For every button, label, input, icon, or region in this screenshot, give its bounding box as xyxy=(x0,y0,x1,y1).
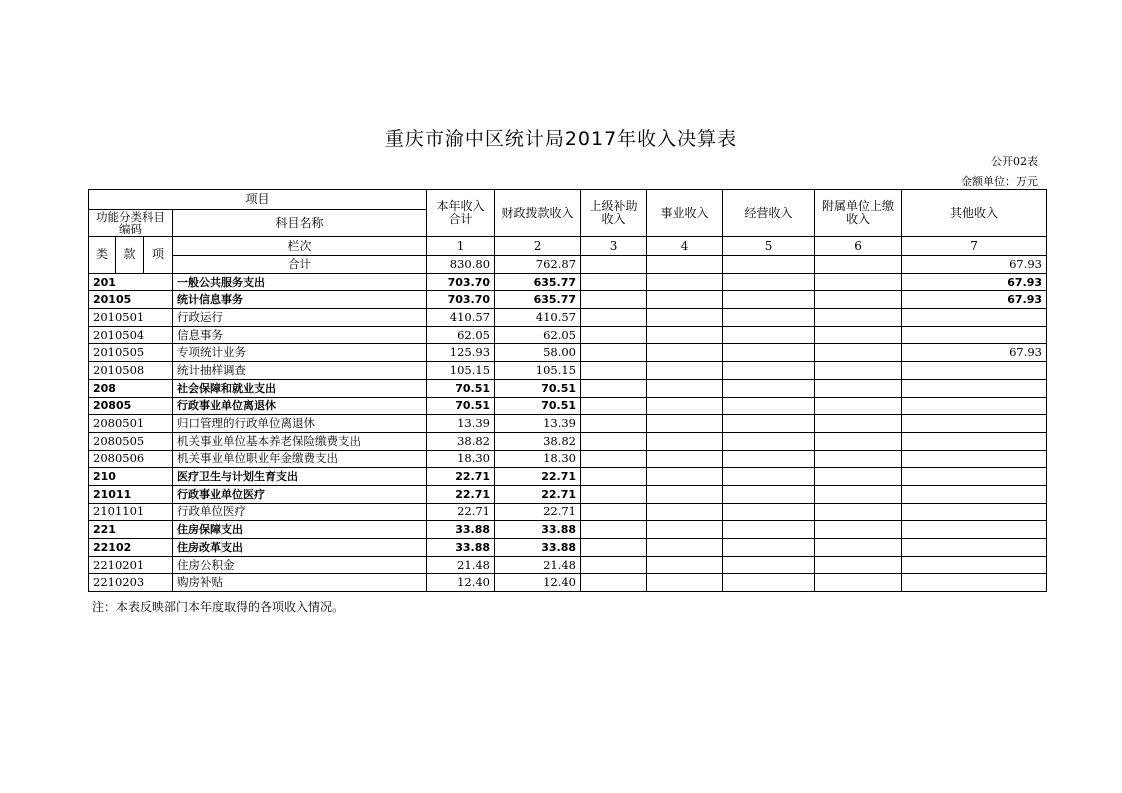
row-value xyxy=(902,503,1047,521)
col-num-3: 3 xyxy=(581,237,647,256)
row-value xyxy=(647,521,723,539)
row-value xyxy=(647,485,723,503)
row-subject-name: 住房保障支出 xyxy=(173,521,427,539)
row-value xyxy=(647,397,723,415)
row-value: 70.51 xyxy=(495,379,581,397)
row-value: 22.71 xyxy=(495,485,581,503)
row-value: 70.51 xyxy=(427,397,495,415)
row-value xyxy=(647,344,723,362)
row-value: 635.77 xyxy=(495,291,581,309)
row-value: 22.71 xyxy=(495,503,581,521)
row-value xyxy=(815,326,902,344)
row-code: 21011 xyxy=(89,485,173,503)
row-value xyxy=(815,309,902,327)
row-value xyxy=(723,521,815,539)
row-value xyxy=(581,362,647,380)
table-row xyxy=(89,273,1047,291)
table-row xyxy=(89,574,1047,592)
row-code: 2010508 xyxy=(89,362,173,380)
col-num-5: 5 xyxy=(723,237,815,256)
amount-unit: 金额单位：万元 xyxy=(961,175,1038,188)
row-value xyxy=(647,362,723,380)
table-row xyxy=(89,450,1047,468)
row-value xyxy=(902,432,1047,450)
header-lanci: 栏次 xyxy=(173,237,427,256)
row-value xyxy=(815,397,902,415)
total-value xyxy=(647,256,723,274)
table-row xyxy=(89,309,1047,327)
row-value: 12.40 xyxy=(427,574,495,592)
row-value xyxy=(723,574,815,592)
row-value xyxy=(581,326,647,344)
row-value: 67.93 xyxy=(902,273,1047,291)
total-value xyxy=(815,256,902,274)
col-num-1: 1 xyxy=(427,237,495,256)
row-value xyxy=(581,415,647,433)
row-value xyxy=(581,539,647,557)
row-value xyxy=(815,362,902,380)
row-code: 2080506 xyxy=(89,450,173,468)
row-subject-name: 行政运行 xyxy=(173,309,427,327)
header-col-total: 本年收入合计 xyxy=(427,190,495,237)
row-value xyxy=(647,379,723,397)
row-value xyxy=(647,415,723,433)
row-value: 105.15 xyxy=(427,362,495,380)
row-value xyxy=(723,397,815,415)
row-value: 70.51 xyxy=(427,379,495,397)
row-value xyxy=(902,362,1047,380)
total-row xyxy=(89,256,1047,274)
row-value xyxy=(723,273,815,291)
row-value xyxy=(902,415,1047,433)
table-row xyxy=(89,485,1047,503)
row-value: 33.88 xyxy=(495,539,581,557)
row-value xyxy=(815,485,902,503)
row-value xyxy=(815,379,902,397)
row-value: 703.70 xyxy=(427,291,495,309)
row-code: 208 xyxy=(89,379,173,397)
row-code: 2010504 xyxy=(89,326,173,344)
row-value xyxy=(815,503,902,521)
row-code: 2210203 xyxy=(89,574,173,592)
row-subject-name: 机关事业单位职业年金缴费支出 xyxy=(173,450,427,468)
row-value xyxy=(581,273,647,291)
table-row xyxy=(89,503,1047,521)
row-value: 410.57 xyxy=(495,309,581,327)
row-subject-name: 信息事务 xyxy=(173,326,427,344)
row-value xyxy=(581,485,647,503)
header-col-operating: 经营收入 xyxy=(723,190,815,237)
row-value: 33.88 xyxy=(427,539,495,557)
row-subject-name: 行政事业单位医疗 xyxy=(173,485,427,503)
row-value xyxy=(723,503,815,521)
row-value xyxy=(647,503,723,521)
row-value: 22.71 xyxy=(427,485,495,503)
row-value: 22.71 xyxy=(427,468,495,486)
row-subject-name: 机关事业单位基本养老保险缴费支出 xyxy=(173,432,427,450)
row-subject-name: 一般公共服务支出 xyxy=(173,273,427,291)
table-note: 注：本表反映部门本年度取得的各项收入情况。 xyxy=(92,600,345,614)
header-col-superior: 上级补助收入 xyxy=(581,190,647,237)
revenue-table xyxy=(88,189,1047,592)
row-value xyxy=(581,309,647,327)
row-value: 703.70 xyxy=(427,273,495,291)
row-subject-name: 社会保障和就业支出 xyxy=(173,379,427,397)
row-value xyxy=(815,450,902,468)
total-label: 合计 xyxy=(173,256,427,274)
row-value: 38.82 xyxy=(427,432,495,450)
total-value: 830.80 xyxy=(427,256,495,274)
row-value xyxy=(902,326,1047,344)
row-value xyxy=(723,450,815,468)
table-row xyxy=(89,556,1047,574)
row-value xyxy=(647,291,723,309)
form-number: 公开02表 xyxy=(991,155,1038,168)
row-value xyxy=(647,539,723,557)
row-code: 221 xyxy=(89,521,173,539)
row-value xyxy=(723,326,815,344)
row-value xyxy=(815,574,902,592)
table-row xyxy=(89,521,1047,539)
row-value: 22.71 xyxy=(495,468,581,486)
row-value: 58.00 xyxy=(495,344,581,362)
row-value xyxy=(723,468,815,486)
table-row xyxy=(89,326,1047,344)
row-value xyxy=(723,539,815,557)
row-value xyxy=(902,574,1047,592)
col-num-4: 4 xyxy=(647,237,723,256)
row-code: 20805 xyxy=(89,397,173,415)
row-value xyxy=(581,379,647,397)
row-code: 2010505 xyxy=(89,344,173,362)
header-subject-name: 科目名称 xyxy=(173,210,427,237)
header-col-business: 事业收入 xyxy=(647,190,723,237)
total-value xyxy=(581,256,647,274)
row-value: 22.71 xyxy=(427,503,495,521)
row-subject-name: 统计信息事务 xyxy=(173,291,427,309)
row-value: 18.30 xyxy=(495,450,581,468)
row-code: 2080501 xyxy=(89,415,173,433)
table-row xyxy=(89,362,1047,380)
row-value xyxy=(902,309,1047,327)
header-func-code: 功能分类科目编码 xyxy=(89,210,173,237)
header-kuan: 款 xyxy=(116,237,144,274)
row-value: 70.51 xyxy=(495,397,581,415)
row-value: 18.30 xyxy=(427,450,495,468)
row-value xyxy=(581,503,647,521)
col-num-2: 2 xyxy=(495,237,581,256)
row-value xyxy=(815,521,902,539)
row-value: 33.88 xyxy=(495,521,581,539)
total-value: 762.87 xyxy=(495,256,581,274)
row-value: 67.93 xyxy=(902,344,1047,362)
row-value xyxy=(647,556,723,574)
row-value xyxy=(902,485,1047,503)
row-value xyxy=(815,556,902,574)
row-value: 635.77 xyxy=(495,273,581,291)
table-row xyxy=(89,379,1047,397)
row-value xyxy=(815,273,902,291)
row-value xyxy=(647,468,723,486)
row-value xyxy=(902,521,1047,539)
table-row xyxy=(89,432,1047,450)
row-code: 210 xyxy=(89,468,173,486)
row-value xyxy=(647,273,723,291)
row-subject-name: 住房公积金 xyxy=(173,556,427,574)
row-subject-name: 住房改革支出 xyxy=(173,539,427,557)
row-code: 22102 xyxy=(89,539,173,557)
header-lei: 类 xyxy=(89,237,116,274)
row-value xyxy=(581,521,647,539)
row-value: 67.93 xyxy=(902,291,1047,309)
row-value: 12.40 xyxy=(495,574,581,592)
row-code: 2010501 xyxy=(89,309,173,327)
row-value xyxy=(815,468,902,486)
header-col-other: 其他收入 xyxy=(902,190,1047,237)
row-code: 2080505 xyxy=(89,432,173,450)
row-subject-name: 医疗卫生与计划生育支出 xyxy=(173,468,427,486)
row-value: 13.39 xyxy=(495,415,581,433)
row-value xyxy=(902,539,1047,557)
row-code: 2101101 xyxy=(89,503,173,521)
row-value xyxy=(581,468,647,486)
row-code: 201 xyxy=(89,273,173,291)
row-subject-name: 统计抽样调查 xyxy=(173,362,427,380)
row-value xyxy=(581,344,647,362)
row-value: 21.48 xyxy=(495,556,581,574)
row-subject-name: 行政事业单位离退休 xyxy=(173,397,427,415)
row-value xyxy=(581,397,647,415)
row-value xyxy=(815,344,902,362)
row-value xyxy=(647,432,723,450)
header-col-affiliated: 附属单位上缴收入 xyxy=(815,190,902,237)
row-value xyxy=(581,556,647,574)
row-value xyxy=(723,556,815,574)
page-title: 重庆市渝中区统计局2017年收入决算表 xyxy=(384,128,738,150)
row-value xyxy=(723,432,815,450)
row-value xyxy=(723,344,815,362)
row-value xyxy=(723,415,815,433)
row-value xyxy=(647,309,723,327)
row-value xyxy=(723,379,815,397)
row-value xyxy=(723,485,815,503)
row-value xyxy=(647,450,723,468)
row-value: 33.88 xyxy=(427,521,495,539)
header-item: 项目 xyxy=(89,190,427,210)
row-value xyxy=(581,574,647,592)
table-row xyxy=(89,344,1047,362)
row-value xyxy=(723,291,815,309)
row-subject-name: 专项统计业务 xyxy=(173,344,427,362)
row-code: 2210201 xyxy=(89,556,173,574)
table-row xyxy=(89,468,1047,486)
row-value xyxy=(647,326,723,344)
table-row xyxy=(89,291,1047,309)
row-value xyxy=(723,362,815,380)
row-value xyxy=(902,379,1047,397)
row-value xyxy=(902,468,1047,486)
row-value: 410.57 xyxy=(427,309,495,327)
row-value xyxy=(902,397,1047,415)
table-row xyxy=(89,539,1047,557)
row-value: 13.39 xyxy=(427,415,495,433)
row-value xyxy=(581,450,647,468)
row-value: 62.05 xyxy=(427,326,495,344)
row-value: 38.82 xyxy=(495,432,581,450)
row-value: 125.93 xyxy=(427,344,495,362)
row-value: 21.48 xyxy=(427,556,495,574)
header-xiang: 项 xyxy=(144,237,173,274)
row-value xyxy=(647,574,723,592)
row-value xyxy=(723,309,815,327)
row-subject-name: 归口管理的行政单位离退休 xyxy=(173,415,427,433)
row-subject-name: 购房补贴 xyxy=(173,574,427,592)
col-num-6: 6 xyxy=(815,237,902,256)
row-subject-name: 行政单位医疗 xyxy=(173,503,427,521)
row-code: 20105 xyxy=(89,291,173,309)
total-value: 67.93 xyxy=(902,256,1047,274)
row-value xyxy=(581,291,647,309)
row-value xyxy=(815,432,902,450)
col-num-7: 7 xyxy=(902,237,1047,256)
row-value xyxy=(902,450,1047,468)
header-col-fiscal: 财政拨款收入 xyxy=(495,190,581,237)
row-value xyxy=(815,291,902,309)
total-value xyxy=(723,256,815,274)
row-value xyxy=(581,432,647,450)
table-row xyxy=(89,415,1047,433)
row-value xyxy=(815,539,902,557)
row-value: 62.05 xyxy=(495,326,581,344)
row-value: 105.15 xyxy=(495,362,581,380)
row-value xyxy=(815,415,902,433)
table-row xyxy=(89,397,1047,415)
row-value xyxy=(902,556,1047,574)
